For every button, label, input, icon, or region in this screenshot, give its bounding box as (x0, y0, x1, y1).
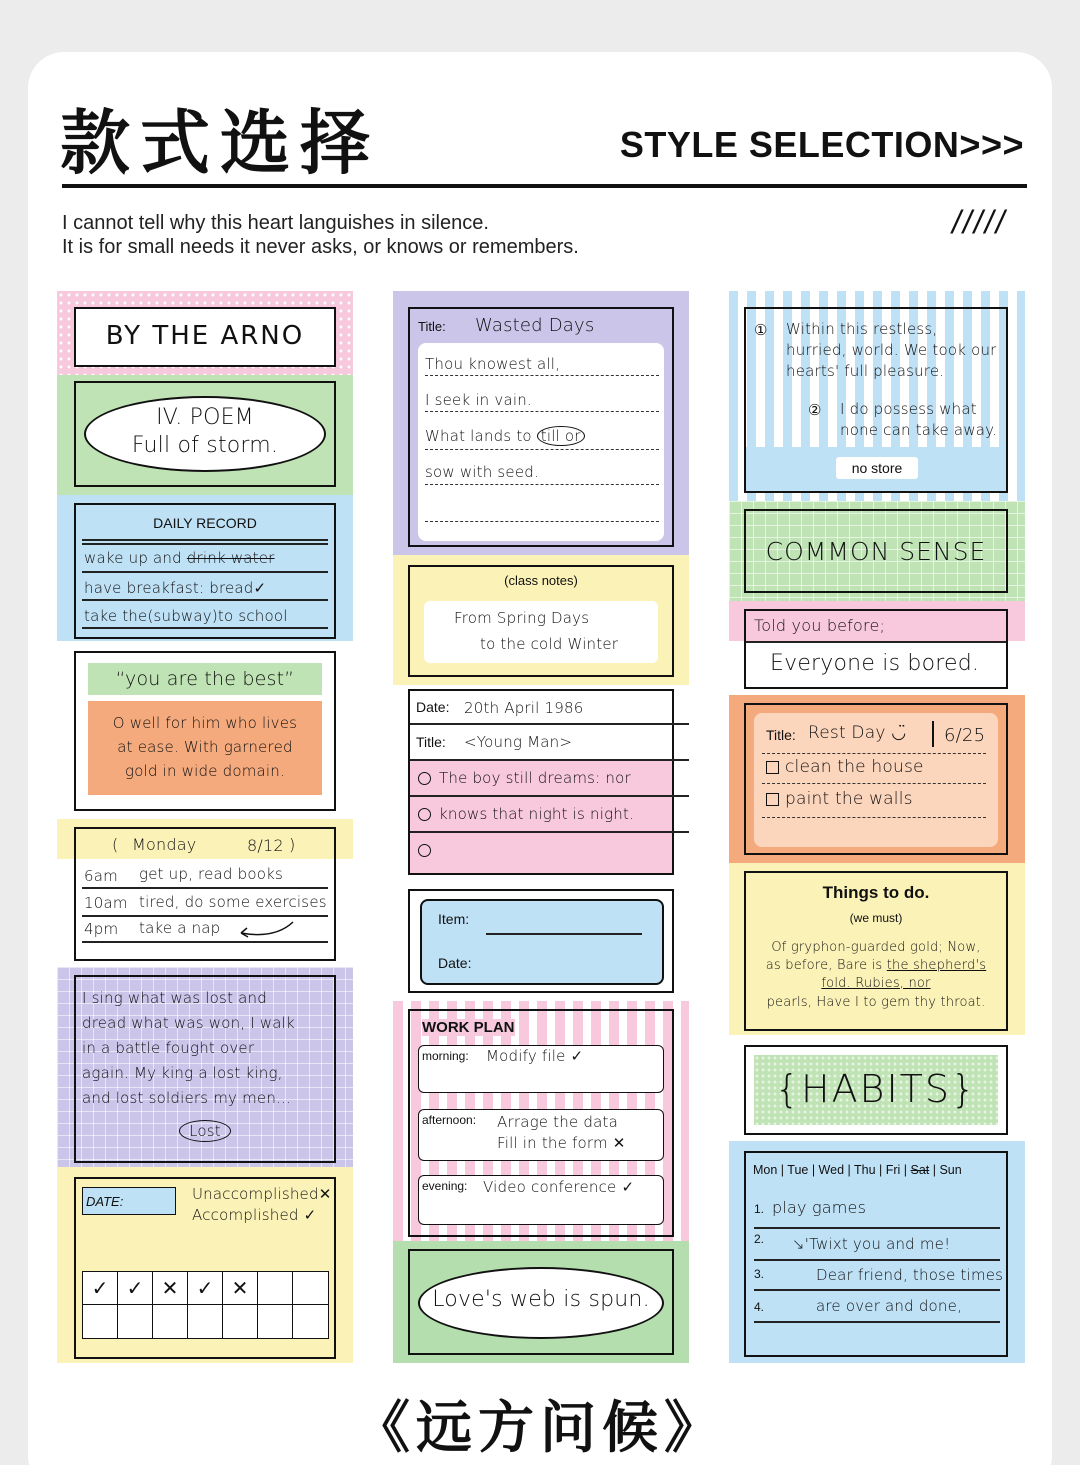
best-line-1: O well for him who lives (112, 714, 298, 732)
rest-task-2: paint the walls (766, 789, 913, 809)
restless-line-5: none can take away. (840, 421, 998, 439)
monday-open-paren: ( (112, 835, 119, 854)
habits-text: {HABITS} (774, 1067, 978, 1111)
boy-line-1: The boy still dreams: nor (418, 769, 631, 787)
check-cell[interactable]: ✓ (83, 1272, 118, 1305)
wp-afternoon-1: Arrage the data (497, 1113, 618, 1131)
header-rule (62, 184, 1027, 188)
check-cell[interactable] (118, 1305, 153, 1338)
daily-line-2: have breakfast: bread✓ (84, 579, 267, 597)
sched-time-3: 4pm (84, 920, 119, 938)
wp-morning: Modify file ✓ (486, 1047, 584, 1065)
habit-number-3: 3. (754, 1267, 765, 1281)
sticker-common-sense[interactable] (729, 501, 1025, 601)
sticker-habits[interactable] (729, 1035, 1025, 1141)
title-value-2: <Young Man> (464, 733, 573, 751)
footer-title: 《远方问候》 (354, 1396, 726, 1461)
habit-3: Dear friend, those times (816, 1266, 1004, 1284)
weekdays: Mon | Tue | Wed | Thu | Fri | Sat | Sun (753, 1163, 962, 1177)
rest-title: Rest Day ◡̈ (808, 723, 907, 743)
habit-number-4: 4. (754, 1300, 765, 1314)
sticker-restless[interactable] (729, 291, 1025, 501)
common-sense-text: COMMON SENSE (765, 537, 987, 566)
sticker-things-to-do[interactable] (729, 863, 1025, 1035)
wasted-line-2: I seek in vain. (425, 391, 532, 409)
check-cell[interactable]: ✓ (188, 1272, 223, 1305)
best-line-3: gold in wide domain. (125, 762, 285, 780)
arno-text: BY THE ARNO (105, 321, 305, 351)
monday-day: Monday (132, 835, 197, 854)
sticker-column-3 (729, 291, 1025, 1363)
sticker-wasted-days[interactable] (393, 291, 689, 555)
best-title: “you are the best” (115, 668, 295, 690)
sticker-you-are-the-best[interactable] (57, 641, 353, 819)
check-cell[interactable] (83, 1305, 118, 1338)
sticker-told-you[interactable] (729, 601, 1025, 695)
wp-afternoon-label: afternoon: (422, 1113, 477, 1127)
sched-task-2: tired, do some exercises (139, 893, 327, 911)
sticker-column-1 (57, 291, 353, 1363)
sing-line-1: I sing what was lost and (82, 989, 267, 1007)
sched-task-3: take a nap (139, 919, 221, 937)
work-plan-title: WORK PLAN (422, 1019, 515, 1036)
sticker-monday-schedule[interactable] (57, 819, 353, 967)
sticker-weekly[interactable] (729, 1141, 1025, 1363)
sticker-by-the-arno[interactable] (57, 291, 353, 375)
monday-close-paren: ) (289, 835, 296, 854)
sticker-daily-record[interactable] (57, 495, 353, 641)
page-title-cn: 款式选择 (60, 102, 380, 184)
restless-line-3: hearts' full pleasure. (786, 362, 945, 380)
restless-line-2: hurried, world. We took our (786, 341, 997, 359)
rest-title-label: Title: (766, 727, 796, 743)
best-line-2: at ease. With garnered (117, 738, 293, 756)
sticker-item-date[interactable] (393, 883, 689, 1001)
class-notes-line-1: From Spring Days (454, 609, 590, 627)
sticker-column-2 (393, 291, 689, 1363)
we-must: (we must) (849, 911, 903, 925)
date-value: 20th April 1986 (464, 699, 584, 717)
page-title-en: STYLE SELECTION>>> (619, 124, 1024, 165)
things-line-3: fold. Rubies, nor (821, 976, 931, 991)
daily-line-1: wake up and drink water (84, 549, 275, 567)
check-cell[interactable] (188, 1305, 223, 1338)
check-grid (82, 1271, 329, 1339)
sticker-work-plan[interactable] (393, 1001, 689, 1241)
sticker-rest-day[interactable] (729, 695, 1025, 863)
date-label: DATE: (86, 1194, 124, 1209)
monday-date: 8/12 (247, 836, 284, 855)
rest-date: 6/25 (944, 725, 986, 746)
things-line-4: pearls, Have I to gem thy throat. (766, 995, 986, 1010)
restless-line-1: Within this restless, (786, 320, 938, 338)
check-cell[interactable] (153, 1305, 188, 1338)
nap-arrow-icon (235, 919, 297, 939)
sticker-poem[interactable] (57, 375, 353, 495)
daily-line-3: take the(subway)to school (84, 607, 288, 625)
wasted-title-label: Title: (418, 319, 446, 334)
sing-line-3: in a battle fought over (82, 1039, 255, 1057)
item-label: Item: (438, 911, 470, 927)
wp-afternoon-2: Fill in the form ✕ (497, 1134, 626, 1152)
class-notes-line-2: to the cold Winter (480, 635, 619, 653)
wp-evening-label: evening: (422, 1179, 468, 1193)
habit-number-1: 1. (754, 1202, 765, 1216)
wasted-line-4: sow with seed. (425, 463, 539, 481)
date-label-2: Date: (416, 699, 450, 715)
restless-number-2: ② (808, 402, 822, 419)
restless-number-1: ① (754, 322, 768, 339)
rest-task-1: clean the house (766, 757, 924, 777)
slash-decoration: ///// (952, 204, 1007, 240)
poem-line-1: IV. POEM (156, 405, 254, 430)
check-cell[interactable]: ✕ (223, 1272, 258, 1305)
sing-line-4: again. My king a lost king, (82, 1064, 283, 1082)
subtitle-line-1: I cannot tell why this heart languishes in silence. (62, 212, 489, 234)
wasted-line-3: What lands to till or (425, 427, 585, 445)
check-cell[interactable] (293, 1272, 328, 1305)
wp-evening: Video conference ✓ (483, 1178, 635, 1196)
check-cell[interactable]: ✓ (118, 1272, 153, 1305)
title-label-2: Title: (416, 734, 446, 750)
boy-line-2: knows that night is night. (418, 805, 634, 823)
item-date-label: Date: (438, 955, 472, 971)
boy-line-3 (418, 841, 439, 858)
class-notes-title: (class notes) (504, 573, 578, 588)
check-cell[interactable] (293, 1305, 328, 1338)
things-line-1: Of gryphon-guarded gold; Now, (771, 940, 981, 955)
things-title: Things to do. (822, 883, 930, 902)
restless-line-4: I do possess what (840, 400, 977, 418)
love-text: Love's web is spun. (432, 1287, 650, 1312)
sticker-class-notes[interactable] (393, 555, 689, 685)
wasted-line-1: Thou knowest all, (425, 355, 561, 373)
sing-line-2: dread what was won, I walk (82, 1014, 295, 1032)
sched-task-1: get up, read books (139, 865, 283, 883)
daily-record-title: DAILY RECORD (153, 515, 257, 531)
wp-morning-label: morning: (422, 1049, 469, 1063)
check-cell[interactable] (258, 1272, 293, 1305)
habit-number-2: 2. (754, 1232, 765, 1246)
sched-time-2: 10am (84, 894, 128, 912)
things-line-2: as before, Bare is the shepherd's (765, 958, 987, 973)
subtitle-line-2: It is for small needs it never asks, or knows or remembers. (62, 236, 579, 258)
lost-text: Lost (189, 1122, 221, 1140)
bored-text: Everyone is bored. (770, 651, 980, 676)
no-store-label: no store (851, 460, 903, 476)
told-you-text: Told you before; (754, 616, 886, 635)
habit-4: are over and done, (816, 1297, 963, 1315)
poem-line-2: Full of storm. (131, 433, 279, 458)
sticker-accomplished[interactable] (57, 1167, 353, 1363)
habit-2: ↘'Twixt you and me! (792, 1235, 951, 1253)
check-cell[interactable] (258, 1305, 293, 1338)
sticker-love[interactable] (393, 1241, 689, 1363)
sticker-young-man[interactable] (393, 685, 689, 883)
sched-time-1: 6am (84, 867, 118, 885)
habit-1: play games (772, 1198, 867, 1217)
check-cell[interactable]: ✕ (153, 1272, 188, 1305)
accomplished-label: Accomplished ✓ (192, 1206, 317, 1224)
unaccomplished-label: Unaccomplished✕ (192, 1185, 332, 1203)
wasted-title-value: Wasted Days (475, 315, 595, 336)
check-cell[interactable] (223, 1305, 258, 1338)
sticker-i-sing[interactable] (57, 967, 353, 1167)
sing-line-5: and lost soldiers my men... (82, 1089, 291, 1107)
